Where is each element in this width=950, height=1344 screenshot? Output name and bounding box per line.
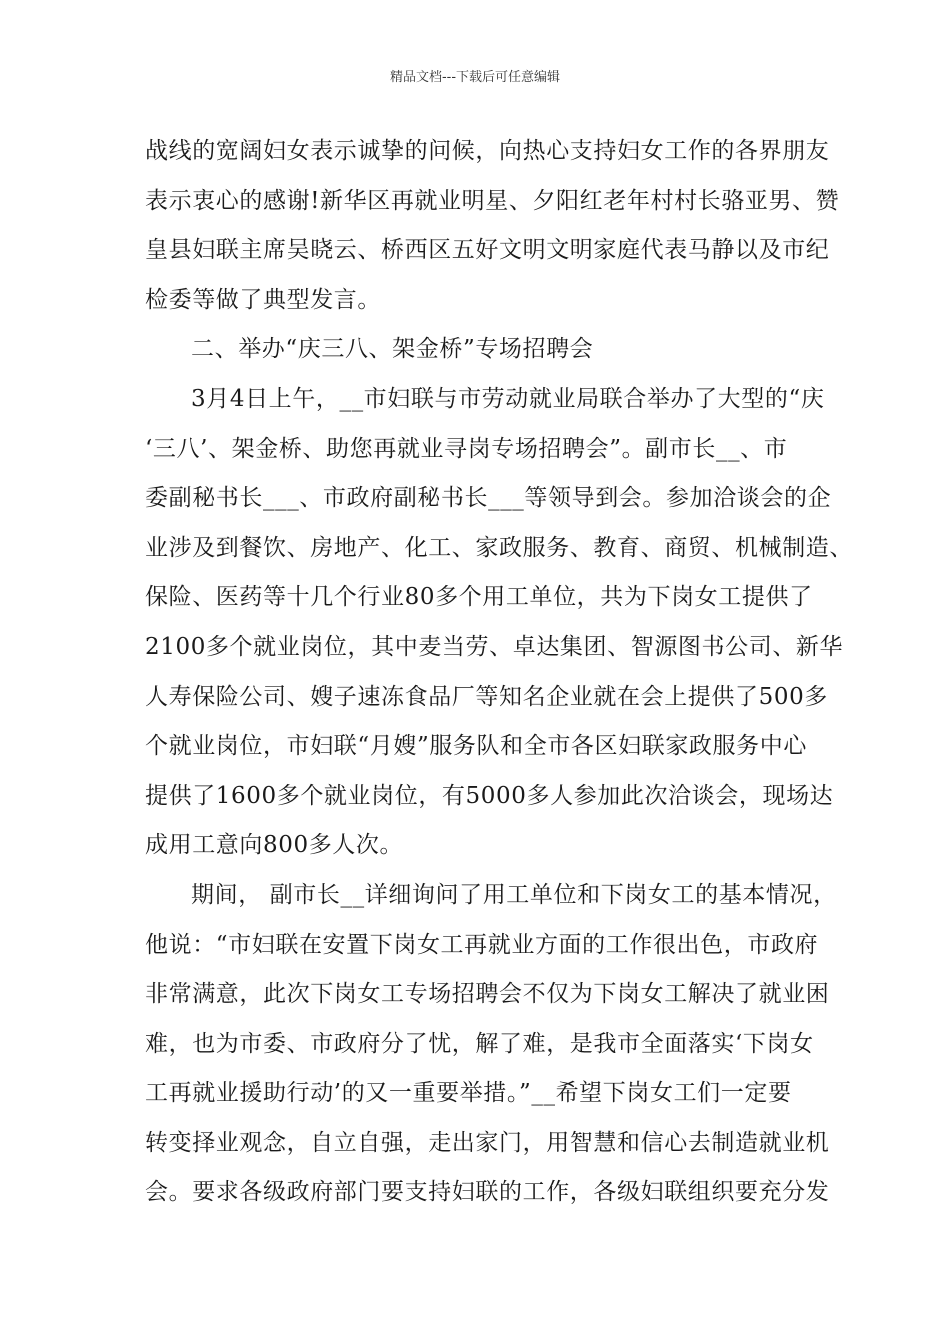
document-body: [145, 127, 853, 1218]
text-line: 业涉及到餐饮、房地产、化工、家政服务、教育、商贸、机械制造、: [145, 534, 853, 561]
text-line: 工再就业援助行动’的又一重要举措。”__希望下岗女工们一定要: [145, 1080, 792, 1107]
text-line: 非常满意，此次下岗女工专场招聘会不仅为下岗女工解决了就业困: [145, 981, 830, 1008]
text-line: 会。要求各级政府部门要支持妇联的工作，各级妇联组织要充分发: [145, 1179, 830, 1206]
text-line: 成用工意向800多人次。: [145, 832, 404, 859]
text-line: 2100多个就业岗位，其中麦当劳、卓达集团、智源图书公司、新华: [145, 633, 844, 660]
text-line: 检委等做了典型发言。: [145, 286, 381, 313]
section-heading: 二、举办“庆三八、架金桥”专场招聘会: [191, 336, 594, 363]
text-line: 期间， 副市长__详细询问了用工单位和下岗女工的基本情况，: [191, 881, 837, 908]
text-line: 委副秘书长___、市政府副秘书长___等领导到会。参加洽谈会的企: [145, 485, 832, 512]
text-line: 保险、医药等十几个行业80多个用工单位，共为下岗女工提供了: [145, 584, 813, 611]
page-header: 精品文档---下载后可任意编辑: [389, 70, 561, 85]
text-line: ‘三八’、架金桥、助您再就业寻岗专场招聘会”。副市长__、市: [145, 435, 788, 462]
text-line: 提供了1600多个就业岗位，有5000多人参加此次洽谈会，现场达: [145, 782, 834, 809]
text-line: 他说：“市妇联在安置下岗女工再就业方面的工作很出色，市政府: [145, 931, 819, 958]
text-line: 表示衷心的感谢!新华区再就业明星、夕阳红老年村村长骆亚男、赞: [145, 187, 840, 214]
text-line: 转变择业观念，自立自强，走出家门，用智慧和信心去制造就业机: [145, 1129, 830, 1156]
text-line: 人寿保险公司、嫂子速冻食品厂等知名企业就在会上提供了500多: [145, 683, 828, 710]
text-line: 战线的宽阔妇女表示诚挚的问候，向热心支持妇女工作的各界朋友: [145, 138, 830, 164]
text-line: 皇县妇联主席吴晓云、桥西区五好文明文明家庭代表马静以及市纪: [145, 237, 830, 264]
text-line: 难，也为市委、市政府分了忧，解了难，是我市全面落实‘下岗女: [145, 1030, 814, 1057]
text-line: 个就业岗位，市妇联“月嫂”服务队和全市各区妇联家政服务中心: [145, 733, 807, 760]
text-line: 3月4日上午，__市妇联与市劳动就业局联合举办了大型的“庆: [191, 385, 825, 412]
